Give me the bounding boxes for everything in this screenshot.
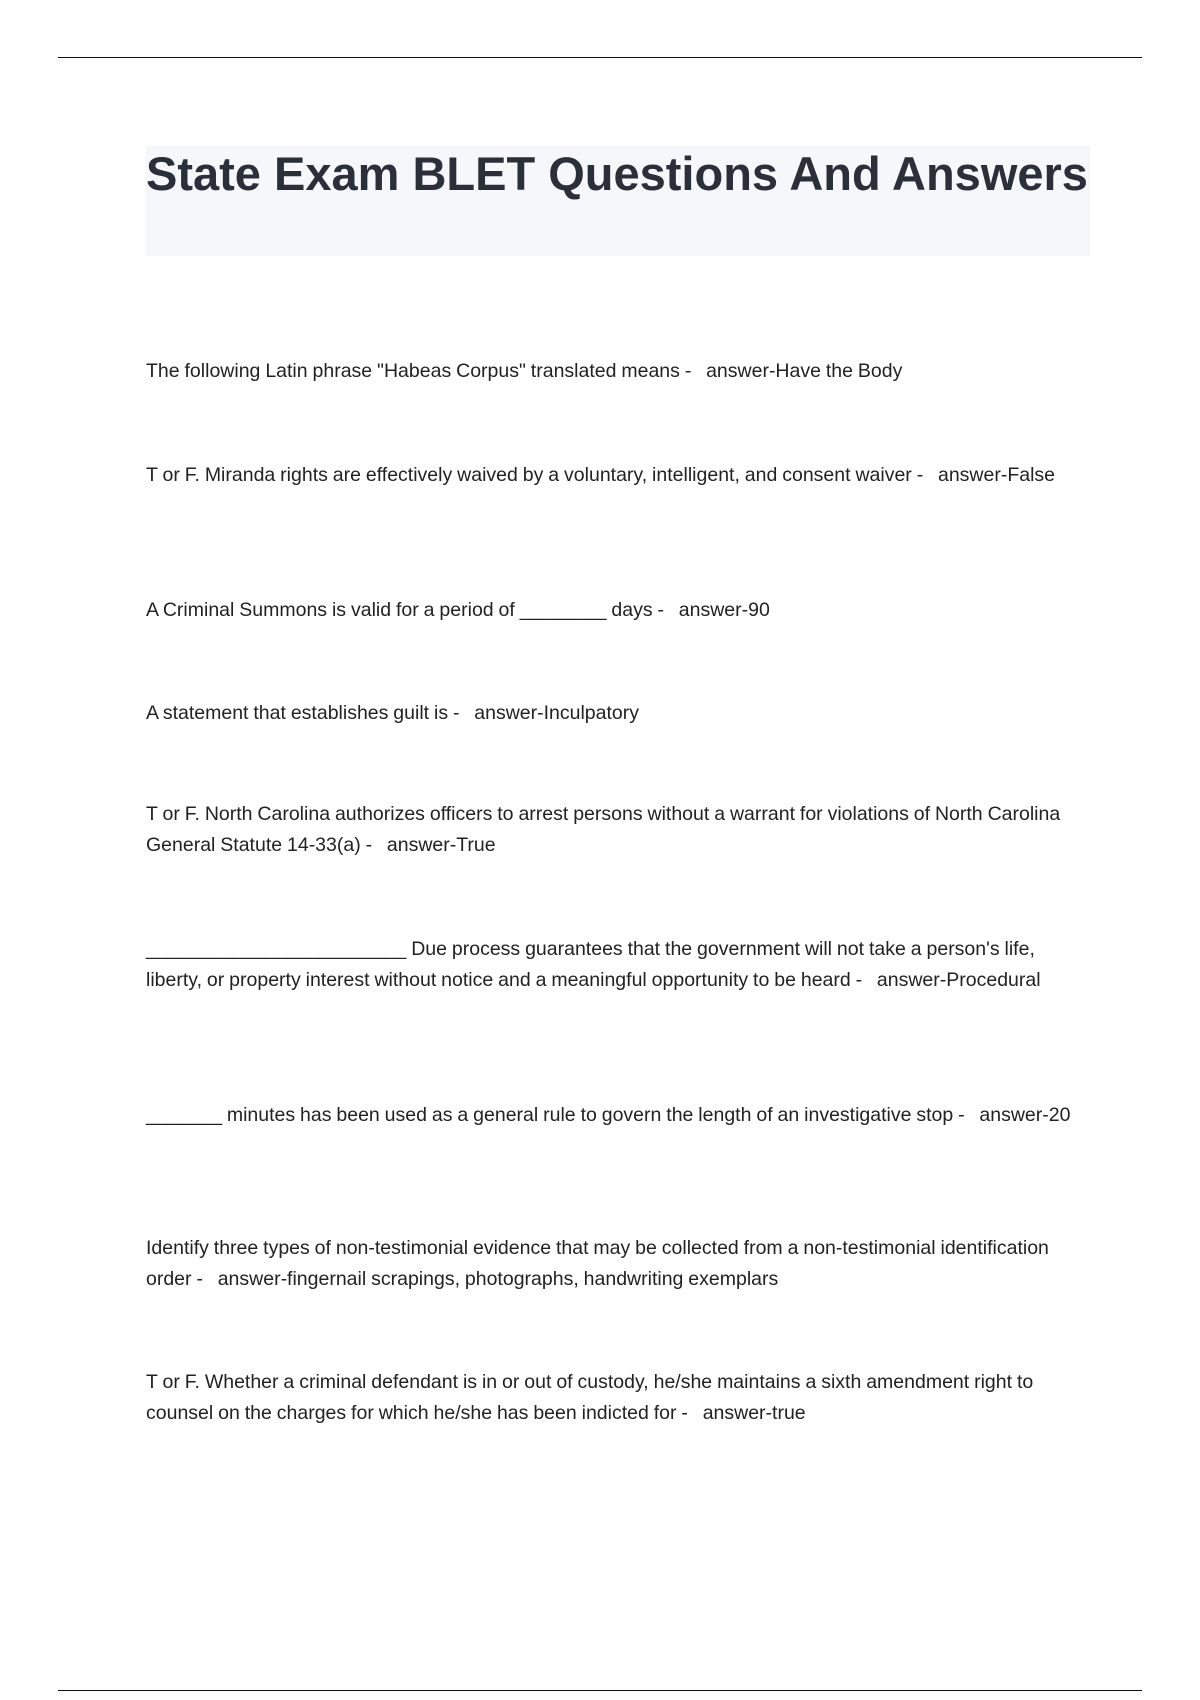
qa-separator: - — [676, 1402, 703, 1424]
answer-text: answer-False — [937, 464, 1056, 486]
qa-item-2 — [146, 460, 1086, 491]
qa-separator: - — [360, 834, 387, 856]
qa-separator: - — [679, 360, 707, 382]
answer-text: answer-Inculpatory — [474, 702, 640, 724]
qa-item-6 — [146, 934, 1086, 996]
question-text: Identify three types of non-testimonial evidence that may be collected from a non-testimonial identification order — [146, 1237, 1049, 1290]
bottom-rule — [58, 1690, 1142, 1691]
title-banner — [146, 146, 1090, 256]
qa-separator: - — [953, 1104, 980, 1126]
answer-text: answer-90 — [678, 599, 770, 621]
qa-item-4 — [146, 698, 1086, 729]
qa-item-7 — [146, 1100, 1086, 1131]
qa-separator: - — [911, 464, 938, 486]
question-text: A Criminal Summons is valid for a period of ________ days — [146, 599, 653, 621]
answer-text: answer-fingernail scrapings, photographs, handwriting exemplars — [217, 1268, 779, 1290]
question-text: ________________________ Due process guarantees that the government will not take a person's life, liberty, or property interest without notice and a meaningful opportunity to be heard — [146, 938, 1035, 991]
top-rule — [58, 57, 1142, 58]
question-text: T or F. Whether a criminal defendant is in or out of custody, he/she maintains a sixth amendment right to counsel on the charges for which he/she has been indicted for — [146, 1371, 1034, 1424]
qa-item-3 — [146, 595, 1086, 626]
question-text: T or F. North Carolina authorizes officers to arrest persons without a warrant for violations of North Carolina General Statute 14-33(a) — [146, 803, 1061, 856]
qa-separator: - — [850, 969, 877, 991]
qa-item-1 — [146, 356, 1086, 387]
document-title: State Exam BLET Questions And Answers — [146, 147, 1088, 200]
qa-separator: - — [652, 599, 679, 621]
answer-text: answer-true — [702, 1402, 806, 1424]
qa-separator: - — [448, 702, 475, 724]
qa-item-5 — [146, 799, 1086, 861]
question-text: The following Latin phrase "Habeas Corpus" translated means — [146, 360, 680, 382]
answer-text: answer-True — [386, 834, 496, 856]
question-text: _______ minutes has been used as a general rule to govern the length of an investigative stop — [146, 1104, 954, 1126]
answer-text: answer-Have the Body — [706, 360, 903, 382]
question-text: A statement that establishes guilt is — [146, 702, 449, 724]
question-text: T or F. Miranda rights are effectively waived by a voluntary, intelligent, and consent waiver — [146, 464, 912, 486]
qa-item-8 — [146, 1233, 1086, 1295]
qa-item-9 — [146, 1367, 1086, 1429]
qa-separator: - — [191, 1268, 218, 1290]
answer-text: answer-Procedural — [876, 969, 1041, 991]
answer-text: answer-20 — [979, 1104, 1071, 1126]
